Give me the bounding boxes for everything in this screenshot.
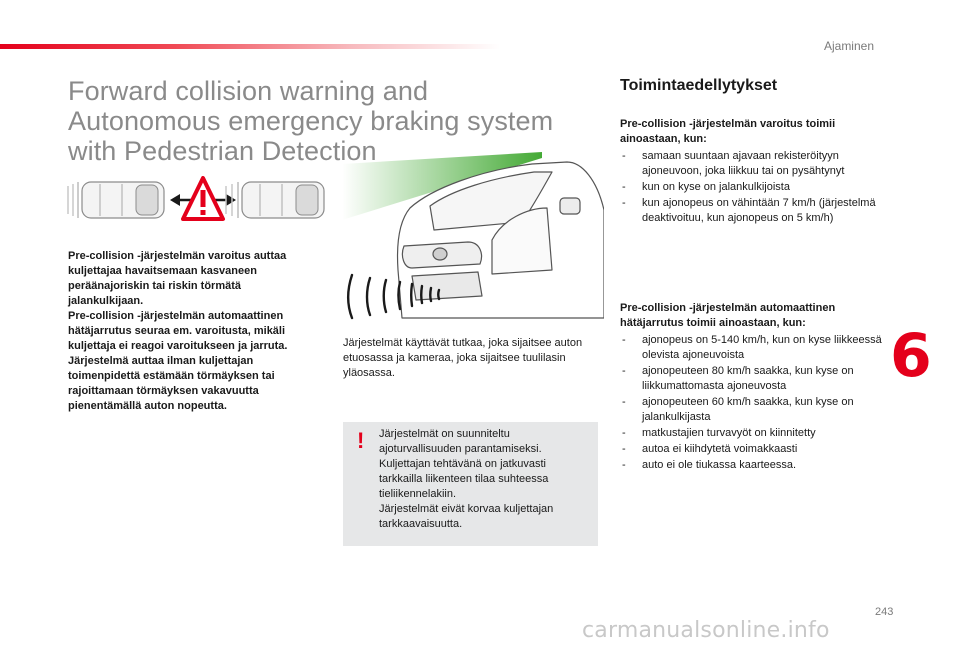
sensor-illustration	[342, 150, 604, 320]
section-header: Ajaminen	[823, 39, 874, 53]
intro-paragraph: Pre-collision -järjestelmän automaattinen hätäjarrutus seuraa em. varoitusta, mikäli kuljettaja ei reagoi varoitukseen ja jarruta. Järjestelmä auttaa ilman kuljettajan toimenpidettä estämään törmäyksen tai rajoittamaan törmäyksen vakavuutta pienentämällä auton nopeutta.	[68, 310, 288, 412]
conditions-list	[620, 149, 882, 226]
exclamation-icon: !	[357, 428, 365, 453]
list-item: - ajonopeus on 5-140 km/h, kun on kyse liikkeessä olevista ajoneuvoista	[620, 333, 882, 363]
collision-warning-illustration	[66, 176, 328, 224]
conditions-title: Toimintaedellytykset	[620, 77, 778, 94]
conditions-heading: Pre-collision -järjestelmän automaattinen hätäjarrutus toimii ainoastaan, kun:	[620, 302, 836, 329]
conditions-list	[620, 333, 882, 473]
warning-conditions	[620, 117, 882, 227]
list-item: - matkustajien turvavyöt on kiinnitetty	[620, 426, 882, 441]
page-title-line: Forward collision warning and	[68, 76, 429, 106]
watermark-text: carmanualsonline.info	[582, 618, 830, 643]
warning-text	[379, 427, 584, 532]
header-accent-bar	[0, 44, 500, 49]
intro-text	[68, 249, 318, 414]
front-van-image	[226, 182, 324, 218]
list-item: - auto ei ole tiukassa kaarteessa.	[620, 458, 882, 473]
braking-conditions	[620, 301, 882, 474]
chapter-number: 6	[890, 321, 932, 391]
list-item: - kun on kyse on jalankulkijoista	[620, 180, 882, 195]
page-title-line: with Pedestrian Detection	[68, 136, 377, 166]
warning-paragraph: Järjestelmät eivät korvaa kuljettajan tarkkaavaisuutta.	[379, 503, 554, 530]
warning-box	[343, 422, 598, 546]
list-item: - ajonopeuteen 60 km/h saakka, kun kyse on jalankulkijasta	[620, 395, 882, 425]
page-number: 243	[875, 606, 894, 618]
sensor-caption: Järjestelmät käyttävät tutkaa, joka sijaitsee auton etuosassa ja kameraa, joka sijaitsee tuulilasin yläosassa.	[343, 337, 583, 379]
warning-paragraph: Järjestelmät on suunniteltu ajoturvallisuuden parantamiseksi. Kuljettajan tehtävänä on jatkuvasti tarkkailla liikenteen tilaa suhteessa tieliikennelakiin.	[379, 428, 549, 500]
page-title-line: Autonomous emergency braking system	[68, 106, 554, 136]
rear-van-image	[68, 182, 164, 218]
intro-paragraph: Pre-collision -järjestelmän varoitus auttaa kuljettajaa havaitsemaan kasvaneen peräänajoriskin tai riskin törmätä jalankulkijaan.	[68, 250, 287, 307]
list-item: - samaan suuntaan ajavaan rekisteröityyn ajoneuvoon, joka liikkuu tai on pysähtynyt	[620, 149, 882, 179]
list-item: - kun ajonopeus on vähintään 7 km/h (järjestelmä deaktivoituu, kun ajonopeus on 5 km/h)	[620, 196, 882, 226]
list-item: - ajonopeuteen 80 km/h saakka, kun kyse on liikkumattomasta ajoneuvosta	[620, 364, 882, 394]
list-item: - autoa ei kiihdytetä voimakkaasti	[620, 442, 882, 457]
conditions-heading: Pre-collision -järjestelmän varoitus toimii ainoastaan, kun:	[620, 118, 836, 145]
